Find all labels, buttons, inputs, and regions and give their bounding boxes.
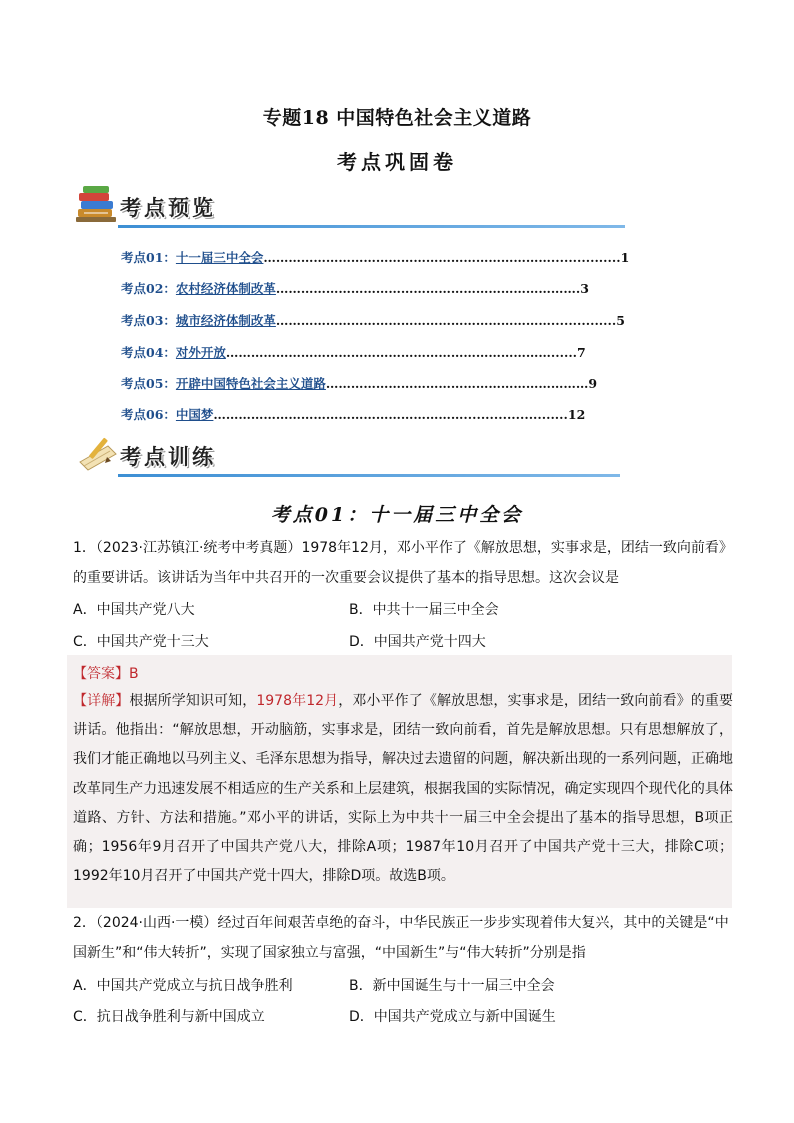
toc-item-6[interactable] <box>121 405 585 423</box>
option-d[interactable]: D．中国共产党十四大 <box>349 634 486 650</box>
option-a[interactable]: A．中国共产党成立与抗日战争胜利 <box>73 978 293 994</box>
answer-value: B <box>129 666 139 682</box>
toc-link[interactable]: 中国梦 <box>175 407 214 422</box>
books-icon <box>74 183 122 227</box>
toc-page: 5 <box>616 313 625 328</box>
answer-tag: 【答案】 <box>73 666 129 682</box>
toc-page: .3 <box>575 281 589 296</box>
option-c[interactable]: C．中国共产党十三大 <box>73 634 209 650</box>
answer-line <box>73 663 139 683</box>
toc-code: 考点05： <box>121 376 176 391</box>
toc-link[interactable]: 城市经济体制改革 <box>175 313 276 328</box>
question-stem: 经过百年间艰苦卓绝的奋斗，中华民族正一步步实现着伟大复兴，其中的关键是“中国新生”和“伟大转折”，实现了国家独立与富强，“中国新生”与“伟大转折”分别是指 <box>73 915 729 961</box>
question-source: 2．（2024·山西·一模） <box>73 915 218 931</box>
toc-leader: ……………………………………………………………................ <box>263 250 621 265</box>
toc-leader: ……………………………………………………………… <box>275 281 576 296</box>
section-label: 考点预览 <box>120 196 216 220</box>
question-1 <box>73 533 733 593</box>
toc-page: 9 <box>588 376 598 391</box>
option-b[interactable]: B．中共十一届三中全会 <box>349 602 499 618</box>
option-a[interactable]: A．中国共产党八大 <box>73 602 195 618</box>
toc-link[interactable]: 农村经济体制改革 <box>175 281 276 296</box>
question-source: 1．（2023·江苏镇江·统考中考真题） <box>73 540 302 556</box>
toc-link[interactable]: 开辟中国特色社会主义道路 <box>175 376 326 391</box>
section-label: 考点训练 <box>120 445 216 469</box>
question-2 <box>73 908 733 968</box>
toc-code: 考点03： <box>121 313 176 328</box>
toc-page: 12 <box>567 407 586 422</box>
detail-tag: 【详解】 <box>73 693 130 709</box>
toc-code: 考点06： <box>121 407 176 422</box>
topic-heading: 考点01：十一届三中全会 <box>270 504 524 526</box>
detail-text-b: ，邓小平作了《解放思想，实事求是，团结一致向前看》的重要讲话。他指出：“解放思想，开动脑筋，实事求是，团结一致向前看，首先是解放思想。只有思想解放了，我们才能正确地以马列主义、毛泽东思想为指导，解决过去遗留的问题，解决新出现的一系列问题，正确地改革同生产力迅速发展不相适应的生产关系和上层建筑，根据我国的实际情况，确定实现四个现代化的具体道路、方针、方法和措施。”邓小平的讲话，实际上为中共十一届三中全会提出了基本的指导思想，B项正确；1956年9月召开了中国共产党八大，排除A项；1987年10月召开了中国共产党十三大，排除C项；1992年10月召开了中国共产党十四大，排除D项。故选B项。 <box>73 693 734 885</box>
toc-code: 考点01： <box>121 250 176 265</box>
toc-page: 1 <box>620 250 630 265</box>
section-divider <box>118 225 625 228</box>
option-c[interactable]: C．抗日战争胜利与新中国成立 <box>73 1009 265 1025</box>
toc-leader: ……………………………………………………………………...... <box>225 345 578 360</box>
answer-detail <box>73 687 733 891</box>
section-header-training <box>74 432 620 482</box>
toc-code: 考点04： <box>121 345 176 360</box>
toc-code: 考点02： <box>121 281 176 296</box>
toc-link[interactable]: 十一届三中全会 <box>175 250 264 265</box>
detail-highlight: 1978年12月 <box>256 693 339 709</box>
question-stem: 1978年12月，邓小平作了《解放思想，实事求是，团结一致向前看》的重要讲话。该讲话为当年中共召开的一次重要会议提供了基本的指导思想。这次会议是 <box>73 540 733 586</box>
toc-page: 7 <box>577 345 586 360</box>
toc-item-5[interactable] <box>121 374 597 392</box>
option-d[interactable]: D．中国共产党成立与新中国诞生 <box>349 1009 556 1025</box>
toc-item-3[interactable] <box>121 311 625 329</box>
toc-item-4[interactable] <box>121 343 586 361</box>
toc-leader: ……………………………………………………… <box>325 376 589 391</box>
section-header-preview <box>74 183 625 233</box>
detail-text-a: 根据所学知识可知， <box>129 693 257 709</box>
toc-item-1[interactable] <box>121 248 629 266</box>
toc-leader: …………………………………………………………............... <box>275 313 617 328</box>
option-b[interactable]: B．新中国诞生与十一届三中全会 <box>349 978 555 994</box>
scroll-pencil-icon <box>74 432 122 476</box>
section-divider <box>118 474 620 477</box>
page-title: 专题18 中国特色社会主义道路 <box>262 107 532 129</box>
toc-leader: ……………………………………………………........................ <box>213 407 568 422</box>
page-subtitle: 考点巩固卷 <box>337 150 457 174</box>
toc-link[interactable]: 对外开放 <box>175 345 226 360</box>
toc-item-2[interactable] <box>121 279 589 297</box>
